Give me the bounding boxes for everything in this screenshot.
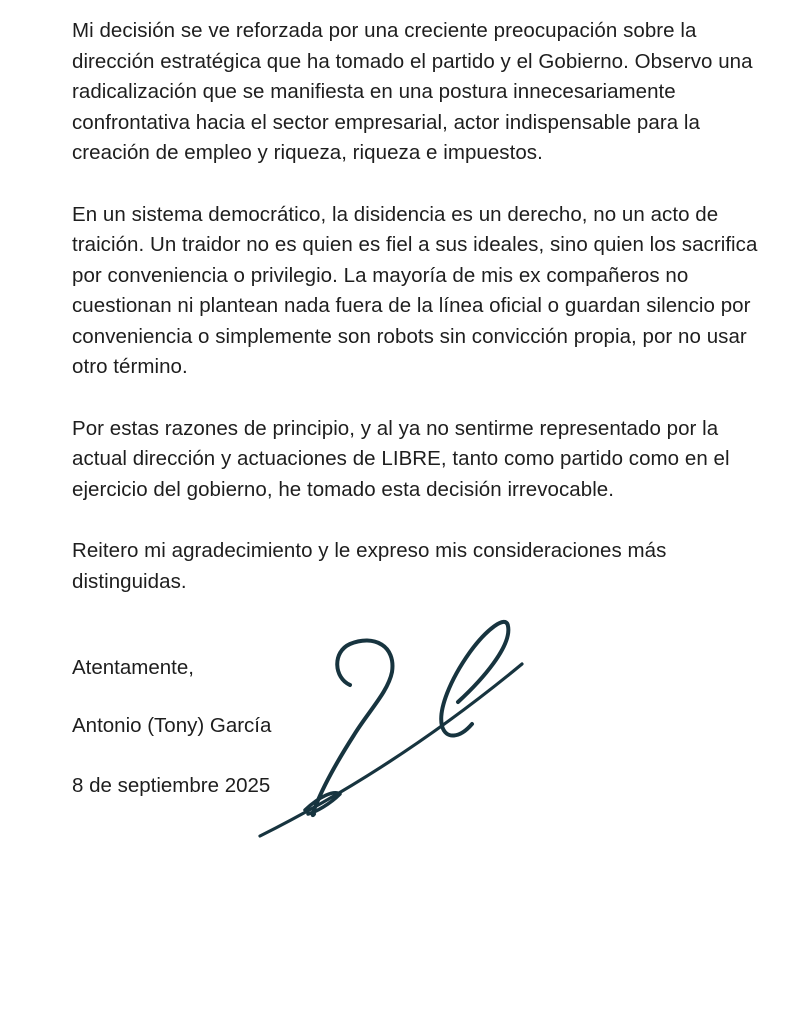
letter-date: 8 de septiembre 2025 [72, 774, 271, 797]
paragraph-gratitude: Reitero mi agradecimiento y le expreso mis consideraciones más distinguidas. [72, 539, 667, 593]
signer-name: Antonio (Tony) García [72, 714, 272, 737]
paragraph-dissent: En un sistema democrático, la disidencia es un derecho, no un acto de traición. Un traidor no es quien es fiel a sus ideales, sino quien los sacrifica por conveniencia o privilegio. La mayoría de mis ex compañeros no cuestionan ni plantean nada fuera de la línea oficial o guardan silencio por conveniencia o simplemente son robots sin convicción propia, por no usar otro término. [72, 202, 758, 378]
signature-stroke-loop [313, 640, 393, 815]
paragraph-decision: Por estas razones de principio, y al ya no sentirme representado por la actual dirección y actuaciones de LIBRE, tanto como partido como en el ejercicio del gobierno, he tomado esta decisión irrevocable. [72, 416, 730, 501]
handwritten-signature [250, 600, 540, 850]
letter-body [72, 16, 772, 628]
paragraph-concern: Mi decisión se ve reforzada por una creciente preocupación sobre la dirección estratégica que ha tomado el partido y el Gobierno. Observo una radicalización que se manifiesta en una postura innecesariamente confrontativa hacia el sector empresarial, actor indispensable para la creación de empleo y riqueza, riqueza e impuestos. [72, 19, 753, 164]
closing-salutation: Atentamente, [72, 656, 194, 679]
signature-stroke-underline [260, 664, 522, 836]
